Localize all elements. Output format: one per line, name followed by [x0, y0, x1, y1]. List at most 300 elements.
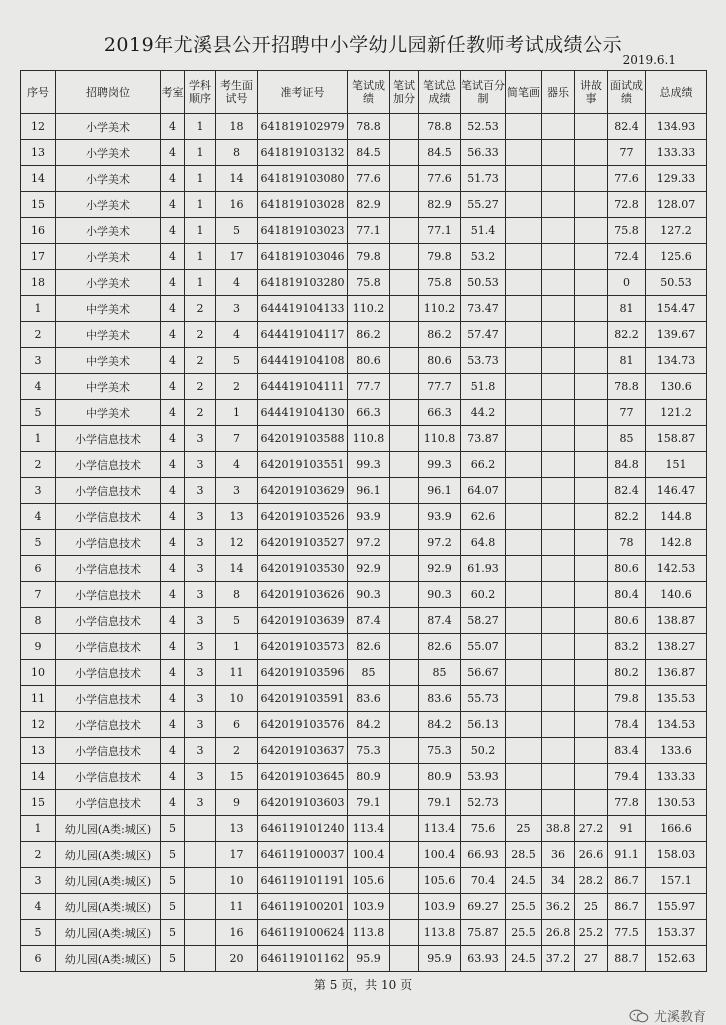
- table-cell: 105.6: [348, 868, 390, 894]
- table-cell: 4: [161, 140, 185, 166]
- table-cell: 121.2: [646, 400, 707, 426]
- watermark-text: 尤溪教育: [653, 1010, 706, 1025]
- table-cell: 133.6: [646, 738, 707, 764]
- table-cell: 14: [216, 556, 258, 582]
- table-cell: 4: [161, 608, 185, 634]
- table-cell: [506, 270, 542, 296]
- table-cell: 642019103527: [258, 530, 348, 556]
- table-cell: 5: [216, 218, 258, 244]
- table-cell: 12: [21, 712, 56, 738]
- table-cell: [542, 764, 575, 790]
- table-cell: [390, 920, 419, 946]
- table-cell: [575, 400, 608, 426]
- table-cell: [390, 608, 419, 634]
- column-header: 考生面试号: [216, 71, 258, 114]
- table-cell: [575, 686, 608, 712]
- table-cell: 3: [185, 452, 216, 478]
- watermark: [629, 1006, 706, 1025]
- table-row: [21, 114, 707, 140]
- table-cell: 52.53: [461, 114, 506, 140]
- table-row: [21, 868, 707, 894]
- table-cell: [390, 556, 419, 582]
- table-cell: 70.4: [461, 868, 506, 894]
- table-cell: [542, 140, 575, 166]
- table-cell: 18: [216, 114, 258, 140]
- table-cell: 3: [185, 712, 216, 738]
- table-cell: [575, 348, 608, 374]
- table-cell: 25.2: [575, 920, 608, 946]
- table-cell: 4: [161, 686, 185, 712]
- table-cell: 36: [542, 842, 575, 868]
- table-cell: 92.9: [419, 556, 461, 582]
- table-cell: 4: [161, 712, 185, 738]
- table-cell: 小学信息技术: [56, 556, 161, 582]
- table-cell: 78: [608, 530, 646, 556]
- table-cell: [506, 166, 542, 192]
- table-cell: 82.4: [608, 478, 646, 504]
- table-cell: 4: [161, 530, 185, 556]
- column-header: 笔试成绩: [348, 71, 390, 114]
- table-cell: [506, 712, 542, 738]
- table-cell: 84.5: [348, 140, 390, 166]
- table-cell: 77.1: [419, 218, 461, 244]
- table-cell: 95.9: [348, 946, 390, 972]
- table-cell: 18: [21, 270, 56, 296]
- table-cell: 3: [185, 660, 216, 686]
- table-cell: 77: [608, 140, 646, 166]
- table-cell: 103.9: [348, 894, 390, 920]
- table-cell: [390, 348, 419, 374]
- table-row: [21, 504, 707, 530]
- table-cell: 646119100624: [258, 920, 348, 946]
- table-row: [21, 478, 707, 504]
- table-cell: 3: [185, 426, 216, 452]
- table-cell: 158.87: [646, 426, 707, 452]
- table-cell: 幼儿园(A类:城区): [56, 868, 161, 894]
- table-cell: 78.8: [348, 114, 390, 140]
- table-cell: 77.5: [608, 920, 646, 946]
- table-cell: [542, 504, 575, 530]
- table-cell: 75.6: [461, 816, 506, 842]
- table-cell: [390, 218, 419, 244]
- table-cell: 99.3: [348, 452, 390, 478]
- column-header: 序号: [21, 71, 56, 114]
- table-cell: 91: [608, 816, 646, 842]
- table-cell: 133.33: [646, 764, 707, 790]
- table-cell: [575, 478, 608, 504]
- table-cell: 92.9: [348, 556, 390, 582]
- table-cell: 小学美术: [56, 244, 161, 270]
- table-cell: 4: [21, 894, 56, 920]
- table-cell: 55.27: [461, 192, 506, 218]
- table-cell: 7: [216, 426, 258, 452]
- table-cell: [575, 556, 608, 582]
- table-cell: 91.1: [608, 842, 646, 868]
- table-cell: 78.4: [608, 712, 646, 738]
- table-cell: 15: [21, 192, 56, 218]
- table-cell: 15: [21, 790, 56, 816]
- table-cell: 27.2: [575, 816, 608, 842]
- table-cell: 3: [185, 608, 216, 634]
- table-cell: 139.67: [646, 322, 707, 348]
- table-cell: 78.8: [419, 114, 461, 140]
- table-cell: 5: [216, 608, 258, 634]
- table-cell: 84.8: [608, 452, 646, 478]
- table-cell: 642019103626: [258, 582, 348, 608]
- table-cell: 53.93: [461, 764, 506, 790]
- table-row: [21, 686, 707, 712]
- table-cell: 16: [216, 920, 258, 946]
- table-cell: 80.4: [608, 582, 646, 608]
- table-cell: 140.6: [646, 582, 707, 608]
- table-cell: 51.4: [461, 218, 506, 244]
- table-cell: 81: [608, 348, 646, 374]
- table-cell: 113.8: [419, 920, 461, 946]
- table-cell: 2: [185, 348, 216, 374]
- table-cell: 4: [161, 504, 185, 530]
- table-cell: [542, 114, 575, 140]
- table-cell: 1: [216, 400, 258, 426]
- table-cell: 4: [216, 322, 258, 348]
- table-cell: 129.33: [646, 166, 707, 192]
- table-cell: [185, 920, 216, 946]
- table-cell: 8: [21, 608, 56, 634]
- table-cell: 5: [161, 920, 185, 946]
- table-body: [21, 114, 707, 972]
- table-row: [21, 530, 707, 556]
- table-cell: 5: [161, 946, 185, 972]
- table-cell: [575, 504, 608, 530]
- table-cell: 153.37: [646, 920, 707, 946]
- table-cell: 641819103028: [258, 192, 348, 218]
- table-cell: 3: [185, 738, 216, 764]
- table-cell: 110.2: [419, 296, 461, 322]
- table-cell: 小学信息技术: [56, 504, 161, 530]
- table-cell: [506, 296, 542, 322]
- table-cell: 85: [608, 426, 646, 452]
- table-cell: [185, 816, 216, 842]
- table-cell: 50.53: [461, 270, 506, 296]
- table-cell: 1: [216, 634, 258, 660]
- table-cell: [542, 192, 575, 218]
- table-cell: 142.8: [646, 530, 707, 556]
- table-cell: 9: [216, 790, 258, 816]
- table-cell: [506, 140, 542, 166]
- table-cell: [185, 946, 216, 972]
- table-cell: 1: [185, 244, 216, 270]
- table-cell: 51.73: [461, 166, 506, 192]
- table-cell: 6: [21, 946, 56, 972]
- table-cell: 1: [21, 296, 56, 322]
- table-cell: 25.5: [506, 894, 542, 920]
- table-cell: 641819103080: [258, 166, 348, 192]
- table-cell: 82.9: [348, 192, 390, 218]
- table-cell: 5: [21, 530, 56, 556]
- table-cell: [506, 426, 542, 452]
- table-cell: 90.3: [348, 582, 390, 608]
- table-cell: [575, 296, 608, 322]
- table-cell: 105.6: [419, 868, 461, 894]
- table-row: [21, 374, 707, 400]
- table-cell: 642019103588: [258, 426, 348, 452]
- table-cell: 646119101162: [258, 946, 348, 972]
- table-row: [21, 634, 707, 660]
- table-cell: [575, 270, 608, 296]
- table-cell: [575, 452, 608, 478]
- table-cell: 4: [161, 556, 185, 582]
- table-cell: 66.3: [348, 400, 390, 426]
- table-cell: 小学信息技术: [56, 634, 161, 660]
- table-cell: 641819102979: [258, 114, 348, 140]
- table-cell: 642019103573: [258, 634, 348, 660]
- table-cell: [390, 764, 419, 790]
- table-cell: 小学美术: [56, 140, 161, 166]
- table-cell: 55.07: [461, 634, 506, 660]
- table-cell: 3: [216, 296, 258, 322]
- table-cell: 幼儿园(A类:城区): [56, 842, 161, 868]
- table-cell: [542, 686, 575, 712]
- table-cell: 1: [185, 218, 216, 244]
- table-cell: 82.4: [608, 114, 646, 140]
- table-cell: 110.8: [419, 426, 461, 452]
- table-row: [21, 608, 707, 634]
- table-cell: 幼儿园(A类:城区): [56, 894, 161, 920]
- table-cell: 103.9: [419, 894, 461, 920]
- table-cell: 26.6: [575, 842, 608, 868]
- table-cell: [506, 556, 542, 582]
- table-cell: [390, 166, 419, 192]
- table-cell: 5: [21, 400, 56, 426]
- table-cell: 8: [216, 140, 258, 166]
- table-cell: 83.2: [608, 634, 646, 660]
- table-row: [21, 218, 707, 244]
- table-cell: 27: [575, 946, 608, 972]
- table-cell: [542, 712, 575, 738]
- table-cell: 93.9: [348, 504, 390, 530]
- table-cell: 17: [216, 244, 258, 270]
- table-cell: 135.53: [646, 686, 707, 712]
- table-cell: 146.47: [646, 478, 707, 504]
- table-cell: [542, 218, 575, 244]
- column-header: 笔试总成绩: [419, 71, 461, 114]
- table-cell: 小学美术: [56, 218, 161, 244]
- table-cell: 3: [185, 582, 216, 608]
- table-cell: 3: [185, 634, 216, 660]
- table-cell: [390, 816, 419, 842]
- table-row: [21, 582, 707, 608]
- table-cell: 642019103530: [258, 556, 348, 582]
- table-cell: [506, 218, 542, 244]
- table-cell: 82.6: [419, 634, 461, 660]
- table-cell: 100.4: [419, 842, 461, 868]
- table-cell: 84.2: [348, 712, 390, 738]
- table-cell: 646119101240: [258, 816, 348, 842]
- table-cell: 82.9: [419, 192, 461, 218]
- table-cell: 3: [21, 478, 56, 504]
- table-cell: 83.6: [348, 686, 390, 712]
- page-title: 2019年尤溪县公开招聘中小学幼儿园新任教师考试成绩公示: [103, 34, 623, 56]
- table-cell: [542, 166, 575, 192]
- table-cell: 82.6: [348, 634, 390, 660]
- table-cell: 66.3: [419, 400, 461, 426]
- table-cell: 小学美术: [56, 192, 161, 218]
- table-cell: 83.6: [419, 686, 461, 712]
- table-cell: [542, 660, 575, 686]
- table-cell: 2: [21, 842, 56, 868]
- table-cell: [390, 192, 419, 218]
- table-cell: 4: [161, 452, 185, 478]
- table-cell: 13: [21, 140, 56, 166]
- table-cell: 37.2: [542, 946, 575, 972]
- table-cell: [542, 322, 575, 348]
- table-cell: 73.87: [461, 426, 506, 452]
- table-cell: [506, 348, 542, 374]
- table-cell: 642019103603: [258, 790, 348, 816]
- table-cell: 642019103639: [258, 608, 348, 634]
- table-cell: 56.13: [461, 712, 506, 738]
- table-cell: 642019103596: [258, 660, 348, 686]
- table-cell: [542, 400, 575, 426]
- table-cell: [575, 244, 608, 270]
- table-cell: 79.8: [419, 244, 461, 270]
- table-cell: [506, 660, 542, 686]
- table-cell: 24.5: [506, 868, 542, 894]
- table-cell: 87.4: [419, 608, 461, 634]
- table-cell: [575, 634, 608, 660]
- table-cell: [390, 530, 419, 556]
- table-cell: 25.5: [506, 920, 542, 946]
- column-header: 笔试百分制: [461, 71, 506, 114]
- table-cell: [390, 660, 419, 686]
- table-cell: 8: [216, 582, 258, 608]
- table-cell: 4: [161, 114, 185, 140]
- table-cell: 642019103645: [258, 764, 348, 790]
- table-cell: [390, 790, 419, 816]
- table-cell: 72.8: [608, 192, 646, 218]
- table-cell: 4: [216, 452, 258, 478]
- table-cell: 小学美术: [56, 270, 161, 296]
- table-cell: 中学美术: [56, 348, 161, 374]
- table-cell: 中学美术: [56, 296, 161, 322]
- table-cell: 93.9: [419, 504, 461, 530]
- table-cell: [575, 738, 608, 764]
- table-cell: 3: [185, 686, 216, 712]
- table-cell: [506, 374, 542, 400]
- table-cell: [390, 894, 419, 920]
- table-cell: 15: [216, 764, 258, 790]
- table-cell: [506, 478, 542, 504]
- table-cell: [390, 868, 419, 894]
- table-cell: [542, 608, 575, 634]
- table-cell: 小学信息技术: [56, 478, 161, 504]
- table-cell: [575, 114, 608, 140]
- table-cell: 26.8: [542, 920, 575, 946]
- table-cell: 20: [216, 946, 258, 972]
- table-cell: 5: [161, 894, 185, 920]
- table-row: [21, 920, 707, 946]
- table-cell: 小学信息技术: [56, 790, 161, 816]
- table-row: [21, 244, 707, 270]
- table-cell: 10: [216, 868, 258, 894]
- table-cell: 3: [21, 868, 56, 894]
- table-cell: [575, 660, 608, 686]
- table-cell: [390, 400, 419, 426]
- table-cell: 166.6: [646, 816, 707, 842]
- table-row: [21, 816, 707, 842]
- table-cell: 幼儿园(A类:城区): [56, 946, 161, 972]
- table-cell: 642019103576: [258, 712, 348, 738]
- table-cell: 56.33: [461, 140, 506, 166]
- table-cell: [506, 686, 542, 712]
- table-cell: 88.7: [608, 946, 646, 972]
- table-cell: 10: [21, 660, 56, 686]
- table-cell: 38.8: [542, 816, 575, 842]
- table-cell: 5: [21, 920, 56, 946]
- table-cell: [506, 114, 542, 140]
- table-cell: [542, 556, 575, 582]
- table-cell: 25: [575, 894, 608, 920]
- table-cell: 79.8: [608, 686, 646, 712]
- table-row: [21, 426, 707, 452]
- table-cell: 3: [185, 478, 216, 504]
- table-row: [21, 166, 707, 192]
- table-cell: 86.2: [348, 322, 390, 348]
- table-cell: [542, 374, 575, 400]
- table-cell: 1: [185, 270, 216, 296]
- table-cell: 85: [419, 660, 461, 686]
- table-cell: 小学信息技术: [56, 426, 161, 452]
- table-cell: 50.53: [646, 270, 707, 296]
- table-cell: 13: [21, 738, 56, 764]
- column-header: 学科顺序: [185, 71, 216, 114]
- wechat-icon: [629, 1009, 649, 1023]
- table-cell: [542, 348, 575, 374]
- table-cell: [390, 374, 419, 400]
- table-cell: 小学美术: [56, 114, 161, 140]
- table-cell: 3: [185, 504, 216, 530]
- table-cell: 55.73: [461, 686, 506, 712]
- table-cell: 75.8: [348, 270, 390, 296]
- table-cell: 3: [21, 348, 56, 374]
- table-cell: 641819103023: [258, 218, 348, 244]
- table-cell: 4: [161, 348, 185, 374]
- table-cell: [542, 426, 575, 452]
- score-table: [20, 70, 707, 972]
- table-cell: 75.8: [608, 218, 646, 244]
- table-cell: 53.2: [461, 244, 506, 270]
- table-cell: 80.9: [419, 764, 461, 790]
- table-cell: 4: [161, 764, 185, 790]
- table-cell: 2: [185, 374, 216, 400]
- table-cell: 81: [608, 296, 646, 322]
- table-cell: [390, 738, 419, 764]
- table-row: [21, 946, 707, 972]
- table-row: [21, 140, 707, 166]
- table-cell: 34: [542, 868, 575, 894]
- table-cell: [390, 270, 419, 296]
- table-cell: 97.2: [348, 530, 390, 556]
- table-cell: [390, 244, 419, 270]
- table-cell: 642019103551: [258, 452, 348, 478]
- table-cell: 95.9: [419, 946, 461, 972]
- table-cell: 4: [21, 374, 56, 400]
- column-header: 器乐: [542, 71, 575, 114]
- table-cell: 5: [161, 842, 185, 868]
- table-cell: 66.2: [461, 452, 506, 478]
- table-cell: 64.8: [461, 530, 506, 556]
- table-cell: [506, 322, 542, 348]
- table-cell: 63.93: [461, 946, 506, 972]
